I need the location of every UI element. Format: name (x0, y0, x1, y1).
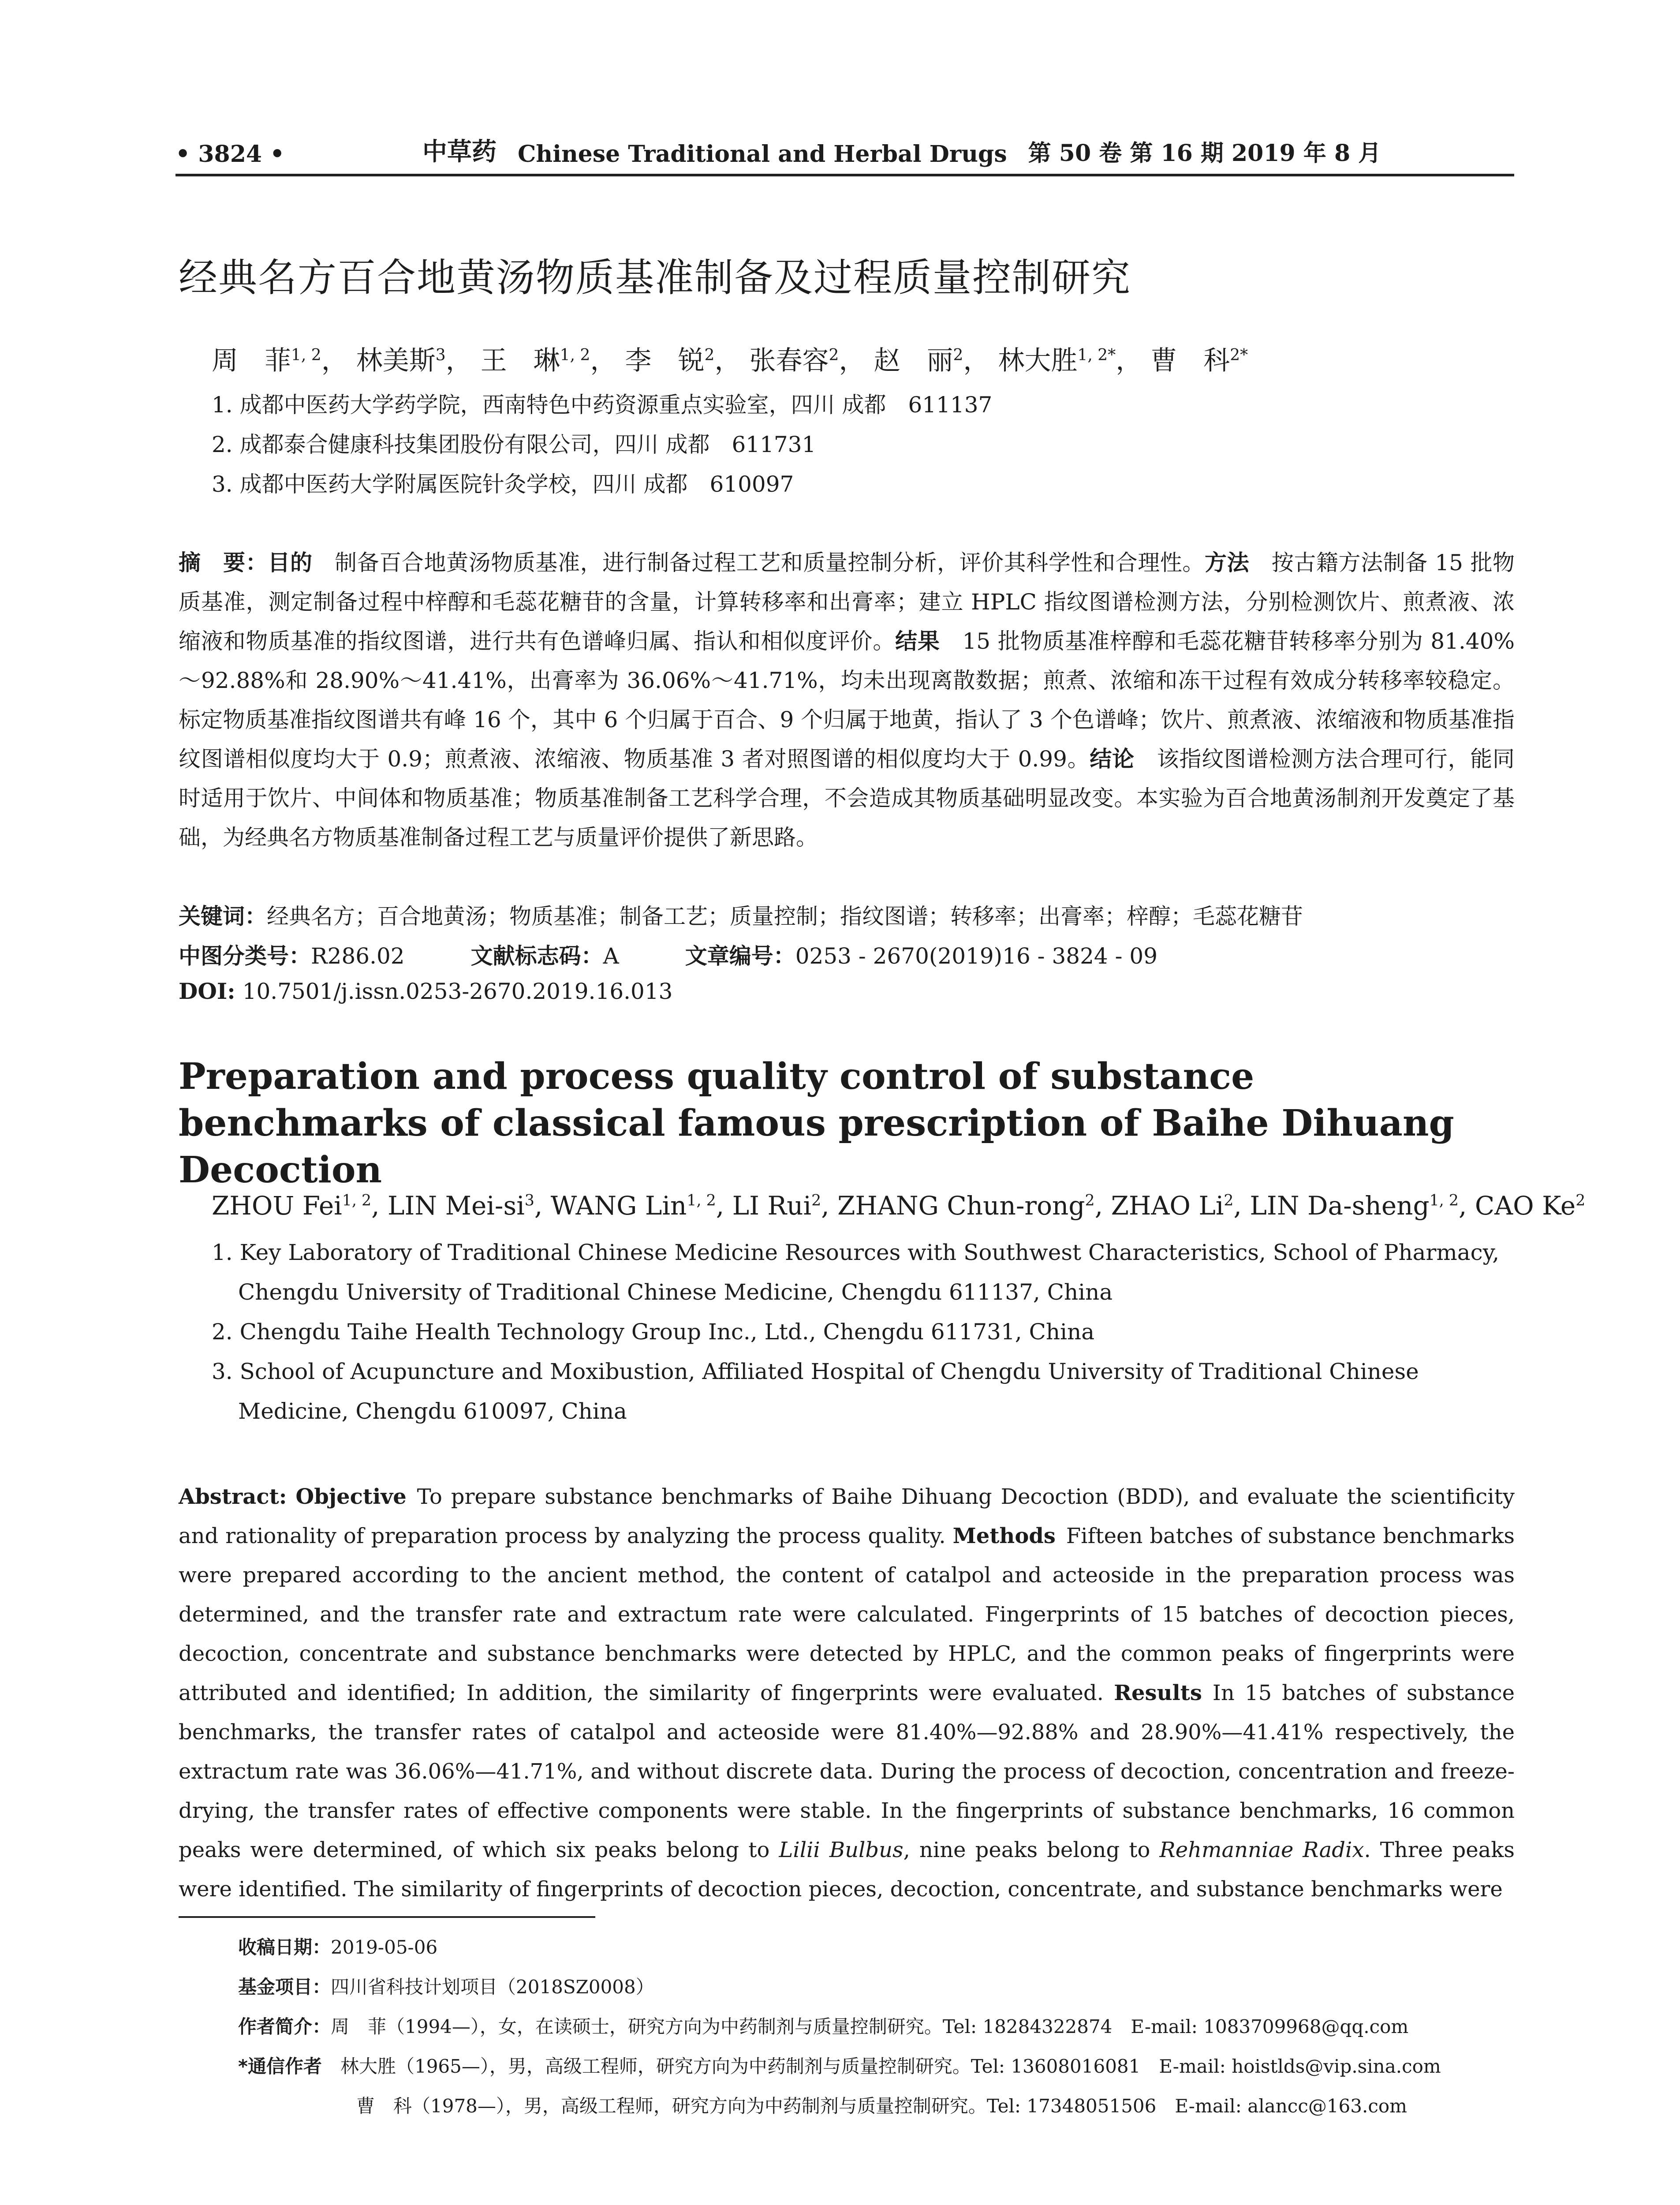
cn-affiliation: 3. 成都中医药大学附属医院针灸学校，四川 成都 610097 (212, 471, 794, 497)
herb-name-rehmanniae: Rehmanniae Radix (1159, 1838, 1364, 1862)
cn-affiliation: 1. 成都中医药大学药学院，西南特色中药资源重点实验室，四川 成都 611137 (212, 392, 993, 418)
footnote-corresponding-2: 曹 科（1978—），男，高级工程师，研究方向为中药制剂与质量控制研究。Tel: 17348051506 E-mail: alancc@163.com (356, 2095, 1407, 2117)
classification-line (179, 938, 1157, 970)
cn-abstract (179, 543, 1515, 857)
en-author: WANG Lin$^{1, 2}$ (550, 1191, 716, 1221)
en-author: LI Rui$^2$ (732, 1191, 821, 1221)
cn-results-text: 15 批物质基准梓醇和毛蕊花糖苷转移率分别为 81.40%～92.88%和 28.90%～41.41%，出膏率为 36.06%～41.71%，均未出现离散数据；煎煮、浓缩和冻干过程有效成分转移率较稳定。标定物质基准指纹图谱共有峰 16 个，其中 6 个归属于百合、9 个归属于地黄，指认了 3 个色谱峰；饮片、煎煮液、浓缩液和物质基准指纹图谱相似度均大于 0.9；煎煮液、浓缩液、物质基准 3 者对照图谱的相似度均大于 0.99。 (179, 628, 1515, 772)
en-author: ZHAO Li$^2$ (1111, 1191, 1234, 1221)
en-objective-label: Objective (295, 1484, 407, 1509)
cn-methods-text: 按古籍方法制备 15 批物质基准，测定制备过程中梓醇和毛蕊花糖苷的含量，计算转移率和出膏率；建立 HPLC 指纹图谱检测方法，分别检测饮片、煎煮液、浓缩液和物质基准的指纹图谱，进行共有色谱峰归属、指认和相似度评价。 (179, 550, 1515, 654)
footnote-corresponding-1: *通信作者 林大胜（1965—），男，高级工程师，研究方向为中药制剂与质量控制研究。Tel: 13608016081 E-mail: hoistlds@vip.sina.com (238, 2056, 1441, 2077)
cn-author: 赵 丽$^2$ (874, 345, 963, 376)
issue-info: 第 50 卷 第 16 期 2019 年 8 月 (1028, 140, 1381, 167)
en-author-list: ZHOU Fei$^{1, 2}$, LIN Mei-$si^3$, WANG Lin$^{1, 2}$, LI Rui$^2$, ZHANG Chun-rong$^2$, ZHAO Li$^2$, LIN Da-sheng$^{1, 2}$, CAO Ke$^2$ (212, 1191, 1586, 1221)
cn-author-list: 周 菲$^{1, 2}$， 林美斯$^3$， 王 琳$^{1, 2}$， 李 锐$^2$， 张春容$^2$， 赵 丽$^2$， 林大胜$^{1, 2*}$， 曹 科$^{2*}$ (212, 345, 1248, 376)
cn-affiliation: 2. 成都泰合健康科技集团股份有限公司，四川 成都 611731 (212, 432, 816, 457)
cn-author: 林美斯$^3$ (356, 345, 446, 376)
cn-title: 经典名方百合地黄汤物质基准制备及过程质量控制研究 (179, 255, 1131, 300)
en-results-text: In 15 batches of substance benchmarks, the transfer rates of catalpol and acteoside were 81.40%—92.88% and 28.90%—41.41% respectively, the extractum rate was 36.06%—41.71%, and without discrete data. During the process of decoction, concentration and freeze-drying, the transfer rates of effective components were stable. In the fingerprints of substance benchmarks, 16 common peaks were determined, of which six peaks belong to (179, 1681, 1515, 1862)
en-affiliation: 1. Key Laboratory of Traditional Chinese Medicine Resources with Southwest Characteristics, School of Pharmacy, Chengdu University of Traditional Chinese Medicine, Chengdu 611137, China (212, 1240, 1500, 1305)
en-author: ZHANG Chun-rong$^2$ (837, 1191, 1095, 1221)
keywords-text: 经典名方；百合地黄汤；物质基准；制备工艺；质量控制；指纹图谱；转移率；出膏率；梓醇；毛蕊花糖苷 (267, 904, 1303, 929)
en-author: CAO Ke$^2$ (1475, 1191, 1586, 1221)
running-header (175, 132, 1514, 176)
clc-label: 中图分类号： (179, 943, 311, 969)
page-number: • 3824 • (175, 141, 285, 168)
footnote-received: 收稿日期：2019-05-06 (238, 1936, 438, 1958)
cn-author: 周 菲$^{1, 2}$ (212, 345, 321, 376)
en-title: Preparation and process quality control of substance benchmarks of classical famous prescription of Baihe Dihuang Decoction (179, 1055, 1454, 1191)
doi-line (179, 978, 672, 1004)
cn-abstract-label: 摘 要： (179, 550, 268, 576)
en-affiliation: 2. Chengdu Taihe Health Technology Group Inc., Ltd., Chengdu 611731, China (212, 1319, 1095, 1345)
cn-conclusion-text: 该指纹图谱检测方法合理可行，能同时适用于饮片、中间体和物质基准；物质基准制备工艺科学合理，不会造成其物质基础明显改变。本实验为百合地黄汤制剂开发奠定了基础，为经典名方物质基准制备过程工艺与质量评价提供了新思路。 (179, 746, 1515, 850)
doi-value[interactable]: 10.7501/j.issn.0253-2670.2019.16.013 (242, 979, 673, 1004)
cn-author: 张春容$^2$ (749, 345, 839, 376)
article-no-label: 文章编号： (685, 943, 795, 969)
cn-author: 李 锐$^2$ (625, 345, 715, 376)
en-results-label: Results (1114, 1681, 1202, 1705)
journal-name-en: Chinese Traditional and Herbal Drugs (518, 141, 1007, 168)
cn-methods-label: 方法 (1205, 550, 1250, 576)
en-author: LIN Mei-$si^3$ (387, 1191, 534, 1221)
cn-author: 曹 科$^{2*}$ (1150, 345, 1248, 376)
en-author: ZHOU Fei$^{1, 2}$ (212, 1191, 372, 1221)
footnote-fund: 基金项目：四川省科技计划项目（2018SZ0008） (238, 1976, 654, 1998)
en-methods-label: Methods (952, 1524, 1056, 1548)
en-methods-text: Fifteen batches of substance benchmarks were prepared according to the ancient method, the content of catalpol and acteoside in the preparation process was determined, and the transfer rate and extractum rate were calculated. Fingerprints of 15 batches of decoction pieces, decoction, concentrate and substance benchmarks were detected by HPLC, and the common peaks of fingerprints were attributed and identified; In addition, the similarity of fingerprints were evaluated. (179, 1524, 1515, 1705)
keywords (179, 899, 1303, 931)
footnote-author-bio: 作者简介：周 菲（1994—），女，在读硕士，研究方向为中药制剂与质量控制研究。Tel: 18284322874 E-mail: 1083709968@qq.com (238, 2016, 1409, 2037)
en-author: LIN Da-sheng$^{1, 2}$ (1250, 1191, 1459, 1221)
en-abstract: Abstract: Objective To prepare substance benchmarks of Baihe Dihuang Decoction (BDD), and evaluate the scientificity and rationality of preparation process by analyzing the process quality. Methods Fifteen batches of substance benchmarks were prepared according to the ancient method, the content of catalpol and acteoside in the preparation process was determined, and the transfer rate and extractum rate were calculated. Fingerprints of 15 batches of decoction pieces, decoction, concentrate and substance benchmarks were detected by HPLC, and the common peaks of fingerprints were attributed and identified; In addition, the similarity of fingerprints were evaluated. Results In 15 batches of substance benchmarks, the transfer rates of catalpol and acteoside were 81.40%—92.88% and 28.90%—41.41% respectively, the extractum rate was 36.06%—41.71%, and without discrete data. During the process of decoction, concentration and freeze-drying, the transfer rates of effective components were stable. In the fingerprints of substance benchmarks, 16 common peaks were determined, of which six peaks belong to Lilii Bulbus, nine peaks belong to Rehmanniae Radix. Three peaks were identified. The similarity of fingerprints of decoction pieces, decoction, concentrate, and substance benchmarks were (179, 1484, 1515, 1902)
cn-author: 王 琳$^{1, 2}$ (480, 345, 590, 376)
cn-conclusion-label: 结论 (1090, 746, 1135, 772)
cn-objective-label: 目的 (268, 550, 313, 576)
keywords-label: 关键词： (179, 904, 267, 929)
footnote-divider (179, 1916, 595, 1918)
article-no-value: 0253 - 2670(2019)16 - 3824 - 09 (795, 943, 1158, 969)
doc-code-label: 文献标志码： (470, 943, 603, 969)
en-affiliation: 3. School of Acupuncture and Moxibustion, Affiliated Hospital of Chengdu University of Traditional Chinese Medicine, Chengdu 610097, China (212, 1359, 1419, 1424)
cn-results-label: 结果 (895, 628, 940, 654)
cn-objective-text: 制备百合地黄汤物质基准，进行制备过程工艺和质量控制分析，评价其科学性和合理性。 (335, 550, 1205, 576)
herb-name-lilii: Lilii Bulbus (779, 1838, 903, 1862)
doc-code-value: A (603, 943, 619, 969)
journal-name-zh: 中草药 (422, 137, 497, 166)
doi-label: DOI: (179, 978, 235, 1004)
en-abstract-label: Abstract: (179, 1484, 287, 1509)
cn-author: 林大胜$^{1, 2*}$ (998, 345, 1116, 376)
clc-value: R286.02 (311, 943, 405, 969)
en-objective-text: To prepare substance benchmarks of Baihe Dihuang Decoction (BDD), and evaluate the scientificity and rationality of preparation process by analyzing the process quality. (179, 1484, 1515, 1548)
